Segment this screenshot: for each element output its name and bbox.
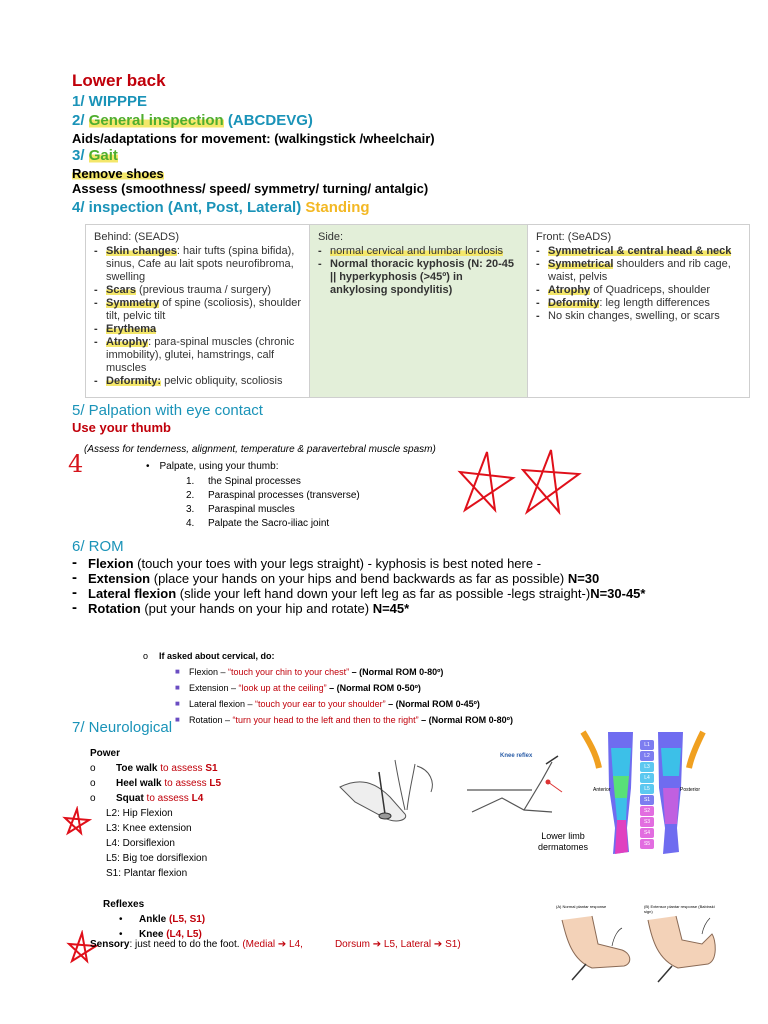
side-item-text: Normal thoracic kyphosis (N: 20-45 || hyperkyphosis (>45º) in ankylosing spondylitis) bbox=[330, 258, 515, 296]
walk-mid: to assess bbox=[157, 763, 206, 774]
side-title: Side: bbox=[318, 231, 344, 243]
front-title: Front: (SeADS) bbox=[536, 231, 612, 243]
rom-desc: (put your hands on your hip and rotate) bbox=[140, 601, 373, 616]
reflex-label: Knee bbox=[139, 929, 164, 940]
cervical-head bbox=[143, 648, 513, 664]
cervical-section bbox=[143, 648, 513, 728]
front-item-text: No skin changes, swelling, or scars bbox=[548, 310, 720, 322]
cervical-norm: – (Normal ROM 0-50º) bbox=[326, 683, 421, 693]
dermatome-level-box: L1 bbox=[640, 740, 654, 750]
myotome-item: S1: Plantar flexion bbox=[106, 868, 188, 879]
front-item-highlight: Deformity bbox=[548, 297, 600, 309]
bullet-dot: • bbox=[119, 914, 123, 925]
cervical-label: Lateral flexion – bbox=[189, 699, 256, 709]
dermatome-level-box: L3 bbox=[640, 762, 654, 772]
behind-item bbox=[94, 336, 303, 375]
cervical-norm: – (Normal ROM 0-80º) bbox=[349, 667, 444, 677]
front-item-highlight: Symmetrical & central head & neck bbox=[548, 245, 732, 257]
step-palpation: 5/ Palpation with eye contact bbox=[72, 402, 263, 419]
behind-item-highlight: Atrophy bbox=[106, 336, 149, 348]
walk-label: Heel walk bbox=[116, 778, 162, 789]
step-gait bbox=[72, 147, 118, 164]
dermatome-level-box: S4 bbox=[640, 828, 654, 838]
front-item-highlight: Symmetrical bbox=[548, 258, 614, 270]
dermatome-level-box: L4 bbox=[640, 773, 654, 783]
step-number: 3. bbox=[186, 504, 195, 515]
step-general-inspection bbox=[72, 112, 313, 129]
behind-item bbox=[94, 297, 303, 323]
bullet-text: Palpate, using your thumb: bbox=[159, 461, 279, 472]
palpation-step bbox=[186, 517, 360, 531]
behind-item-highlight: Erythema bbox=[106, 323, 157, 335]
walk-mid: to assess bbox=[161, 778, 210, 789]
myotome-list bbox=[90, 806, 221, 881]
rom-desc: (slide your left hand down your left leg as far as possible -legs straight-) bbox=[176, 586, 591, 601]
page-title: Lower back bbox=[72, 71, 166, 90]
circle-bullet: o bbox=[143, 651, 149, 661]
front-item-text: : leg length differences bbox=[599, 297, 710, 309]
step-label: Gait bbox=[88, 147, 118, 164]
reflex-roots: (L5, S1) bbox=[166, 914, 206, 925]
behind-column bbox=[86, 225, 310, 397]
front-item bbox=[536, 310, 743, 323]
step-text: Paraspinal muscles bbox=[208, 504, 295, 515]
side-list bbox=[318, 245, 521, 297]
step-label: General inspection bbox=[88, 112, 224, 129]
step-inspection bbox=[72, 199, 370, 216]
rom-label: Flexion bbox=[88, 556, 134, 571]
behind-item-highlight: Symmetry bbox=[106, 297, 160, 309]
dermatome-level-box: S3 bbox=[640, 817, 654, 827]
behind-item-text: : para-spinal muscles (chronic immobility), glutei, hamstrings, calf muscles bbox=[106, 336, 295, 374]
behind-item-highlight: Scars bbox=[106, 284, 136, 296]
rom-label: Extension bbox=[88, 571, 151, 586]
plantar-feet-drawing bbox=[552, 910, 724, 1000]
square-bullet: ■ bbox=[175, 667, 180, 676]
step-number: 2. bbox=[186, 490, 195, 501]
behind-item bbox=[94, 323, 303, 336]
plantar-a-label: (A) Normal plantar response bbox=[556, 904, 607, 909]
bullet-dot: • bbox=[146, 461, 150, 472]
dermatome-level-box: L5 bbox=[640, 784, 654, 794]
step-suffix: (ABCDEVG) bbox=[223, 112, 313, 129]
walk-item bbox=[90, 761, 221, 776]
step-text: Palpate the Sacro-iliac joint bbox=[208, 518, 330, 529]
front-item-highlight: Atrophy bbox=[548, 284, 591, 296]
bullet-dot: • bbox=[119, 929, 123, 940]
walk-label: Toe walk bbox=[116, 763, 158, 774]
cervical-row bbox=[143, 712, 513, 728]
plantar-b-label: (B) Extensor plantar response (Babinski sign) bbox=[644, 904, 715, 914]
myotome-item: L3: Knee extension bbox=[106, 823, 192, 834]
dermatomes-label: Lower limb dermatomes bbox=[537, 831, 589, 852]
cervical-quote: “touch your ear to your shoulder” bbox=[255, 699, 386, 709]
palpation-step bbox=[186, 475, 360, 489]
reflex-roots: (L4, L5) bbox=[163, 929, 202, 940]
dash-marker: - bbox=[72, 599, 77, 616]
dash-marker: - bbox=[72, 554, 77, 571]
circle-bullet: o bbox=[90, 763, 96, 774]
reflexes-title: Reflexes bbox=[103, 899, 145, 910]
sensory-label: Sensory bbox=[90, 939, 130, 950]
myotome-item: L4: Dorsiflexion bbox=[106, 838, 175, 849]
side-item-text: normal cervical and lumbar lordosis bbox=[330, 245, 504, 257]
use-thumb: Use your thumb bbox=[72, 420, 171, 435]
reflex-item bbox=[119, 912, 205, 927]
knee-reflex-illustration bbox=[462, 750, 582, 830]
circle-bullet: o bbox=[90, 793, 96, 804]
dermatome-level-box: S5 bbox=[640, 839, 654, 849]
behind-item bbox=[94, 284, 303, 297]
cervical-norm: – (Normal ROM 0-80º) bbox=[418, 715, 513, 725]
square-bullet: ■ bbox=[175, 683, 180, 692]
walk-list bbox=[90, 761, 221, 806]
sensory-dorsum: Dorsum ➔ L5, bbox=[334, 939, 398, 950]
front-item bbox=[536, 245, 743, 258]
myotome-item: L5: Big toe dorsiflexion bbox=[106, 853, 208, 864]
cervical-row bbox=[143, 680, 513, 696]
standing-label: Standing bbox=[305, 199, 370, 216]
dash-marker: - bbox=[72, 569, 77, 586]
rom-item bbox=[72, 556, 645, 571]
palpation-step bbox=[186, 489, 360, 503]
palpation-step bbox=[186, 503, 360, 517]
cervical-quote: “look up at the ceiling” bbox=[238, 683, 327, 693]
rom-label: Lateral flexion bbox=[88, 586, 177, 601]
cervical-quote: “touch your chin to your chest” bbox=[228, 667, 350, 677]
sensory-medial: (Medial ➔ L4, bbox=[242, 939, 303, 950]
step-text: the Spinal processes bbox=[208, 476, 301, 487]
dermatome-levels bbox=[640, 740, 654, 850]
sensory-lateral: Lateral ➔ S1) bbox=[400, 939, 461, 950]
front-item-text: shoulders and rib cage, waist, pelvis bbox=[548, 258, 731, 283]
rom-item bbox=[72, 571, 645, 586]
square-bullet: ■ bbox=[175, 699, 180, 708]
rom-desc: (touch your toes with your legs straight) - kyphosis is best noted here - bbox=[133, 556, 542, 571]
rom-norm: N=30 bbox=[567, 571, 600, 586]
cervical-head-text: If asked about cervical, do: bbox=[159, 651, 275, 661]
walk-item bbox=[90, 776, 221, 791]
step-label: 4/ inspection (Ant, Post, Lateral) bbox=[72, 199, 306, 216]
handwritten-four: 4 bbox=[68, 450, 84, 478]
behind-item bbox=[94, 375, 303, 388]
dermatome-level-box: S1 bbox=[640, 795, 654, 805]
knee-reflex-label: Knee reflex bbox=[500, 753, 533, 759]
side-column bbox=[310, 225, 528, 397]
cervical-label: Extension – bbox=[189, 683, 239, 693]
front-list bbox=[536, 245, 743, 323]
walk-root: L4 bbox=[191, 793, 204, 804]
step-rom: 6/ ROM bbox=[72, 538, 124, 555]
behind-item-text: : hair tufts (spina bifida), sinus, Cafe au lait spots neurofibroma, swelling bbox=[106, 245, 295, 283]
behind-list bbox=[94, 245, 303, 388]
behind-item-text: (previous trauma / surgery) bbox=[135, 284, 272, 296]
dermatome-level-box: S2 bbox=[640, 806, 654, 816]
plantar-response-figure bbox=[552, 900, 724, 1000]
side-item bbox=[318, 245, 521, 258]
sensory-text: : just need to do the foot. bbox=[129, 939, 243, 950]
cervical-label: Rotation – bbox=[189, 715, 233, 725]
assess-line: Assess (smoothness/ speed/ symmetry/ turning/ antalgic) bbox=[72, 181, 429, 196]
circle-bullet: o bbox=[90, 778, 96, 789]
rom-norm: N=30-45* bbox=[590, 586, 646, 601]
aids-line: Aids/adaptations for movement: (walkingstick /wheelchair) bbox=[72, 131, 435, 146]
anterior-label: Anterior bbox=[593, 787, 611, 793]
ankle-reflex-illustration bbox=[335, 752, 445, 832]
front-item bbox=[536, 297, 743, 310]
rom-desc: (place your hands on your hips and bend backwards as far as possible) bbox=[150, 571, 568, 586]
power-section bbox=[90, 746, 221, 881]
rom-item bbox=[72, 586, 645, 601]
front-item bbox=[536, 258, 743, 284]
step-text: Paraspinal processes (transverse) bbox=[208, 490, 360, 501]
palpation-note: (Assess for tenderness, alignment, temperature & paravertebral muscle spasm) bbox=[84, 444, 436, 455]
rom-norm: N=45* bbox=[372, 601, 410, 616]
reflexes-section bbox=[103, 897, 205, 942]
front-item bbox=[536, 284, 743, 297]
behind-item bbox=[94, 245, 303, 284]
square-bullet: ■ bbox=[175, 715, 180, 724]
dash-marker: - bbox=[72, 584, 77, 601]
palpation-steps bbox=[186, 475, 360, 531]
front-column bbox=[528, 225, 749, 397]
behind-item-text: of spine (scoliosis), shoulder tilt, pelvic tilt bbox=[106, 297, 302, 322]
step-prefix: 3/ bbox=[72, 147, 89, 164]
red-star-small bbox=[62, 806, 92, 836]
walk-label: Squat bbox=[116, 793, 144, 804]
rom-item bbox=[72, 601, 645, 616]
cervical-row bbox=[143, 696, 513, 712]
remove-shoes-line: Remove shoes bbox=[72, 166, 164, 181]
walk-root: L5 bbox=[209, 778, 222, 789]
walk-mid: to assess bbox=[143, 793, 192, 804]
front-item-text: of Quadriceps, shoulder bbox=[590, 284, 711, 296]
cervical-label: Flexion – bbox=[189, 667, 229, 677]
walk-item bbox=[90, 791, 221, 806]
step-number: 4. bbox=[186, 518, 195, 529]
step-number: 1. bbox=[186, 476, 195, 487]
cervical-rows bbox=[143, 664, 513, 728]
cervical-row bbox=[143, 664, 513, 680]
reflex-label: Ankle bbox=[139, 914, 167, 925]
side-item bbox=[318, 258, 521, 297]
step-prefix: 2/ bbox=[72, 112, 89, 129]
dermatome-level-box: L2 bbox=[640, 751, 654, 761]
reflex-list bbox=[103, 912, 205, 942]
rom-label: Rotation bbox=[88, 601, 141, 616]
cervical-norm: – (Normal ROM 0-45º) bbox=[385, 699, 480, 709]
step-wipppe: 1/ WIPPPE bbox=[72, 93, 148, 110]
inspection-table bbox=[85, 224, 750, 398]
behind-title: Behind: (SEADS) bbox=[94, 231, 179, 243]
red-stars-doodle bbox=[455, 440, 595, 520]
cervical-quote: “turn your head to the left and then to the right” bbox=[232, 715, 419, 725]
sensory-line bbox=[90, 939, 461, 950]
myotome-item: L2: Hip Flexion bbox=[106, 808, 173, 819]
behind-item-text: pelvic obliquity, scoliosis bbox=[161, 375, 283, 387]
walk-root: S1 bbox=[205, 763, 218, 774]
palpation-bullet bbox=[146, 461, 278, 472]
posterior-label: Posterior bbox=[680, 787, 701, 793]
behind-item-highlight: Skin changes bbox=[106, 245, 177, 257]
power-title: Power bbox=[90, 748, 121, 759]
rom-list bbox=[72, 556, 645, 616]
step-neurological: 7/ Neurological bbox=[72, 719, 173, 736]
behind-item-highlight: Deformity: bbox=[106, 375, 162, 387]
